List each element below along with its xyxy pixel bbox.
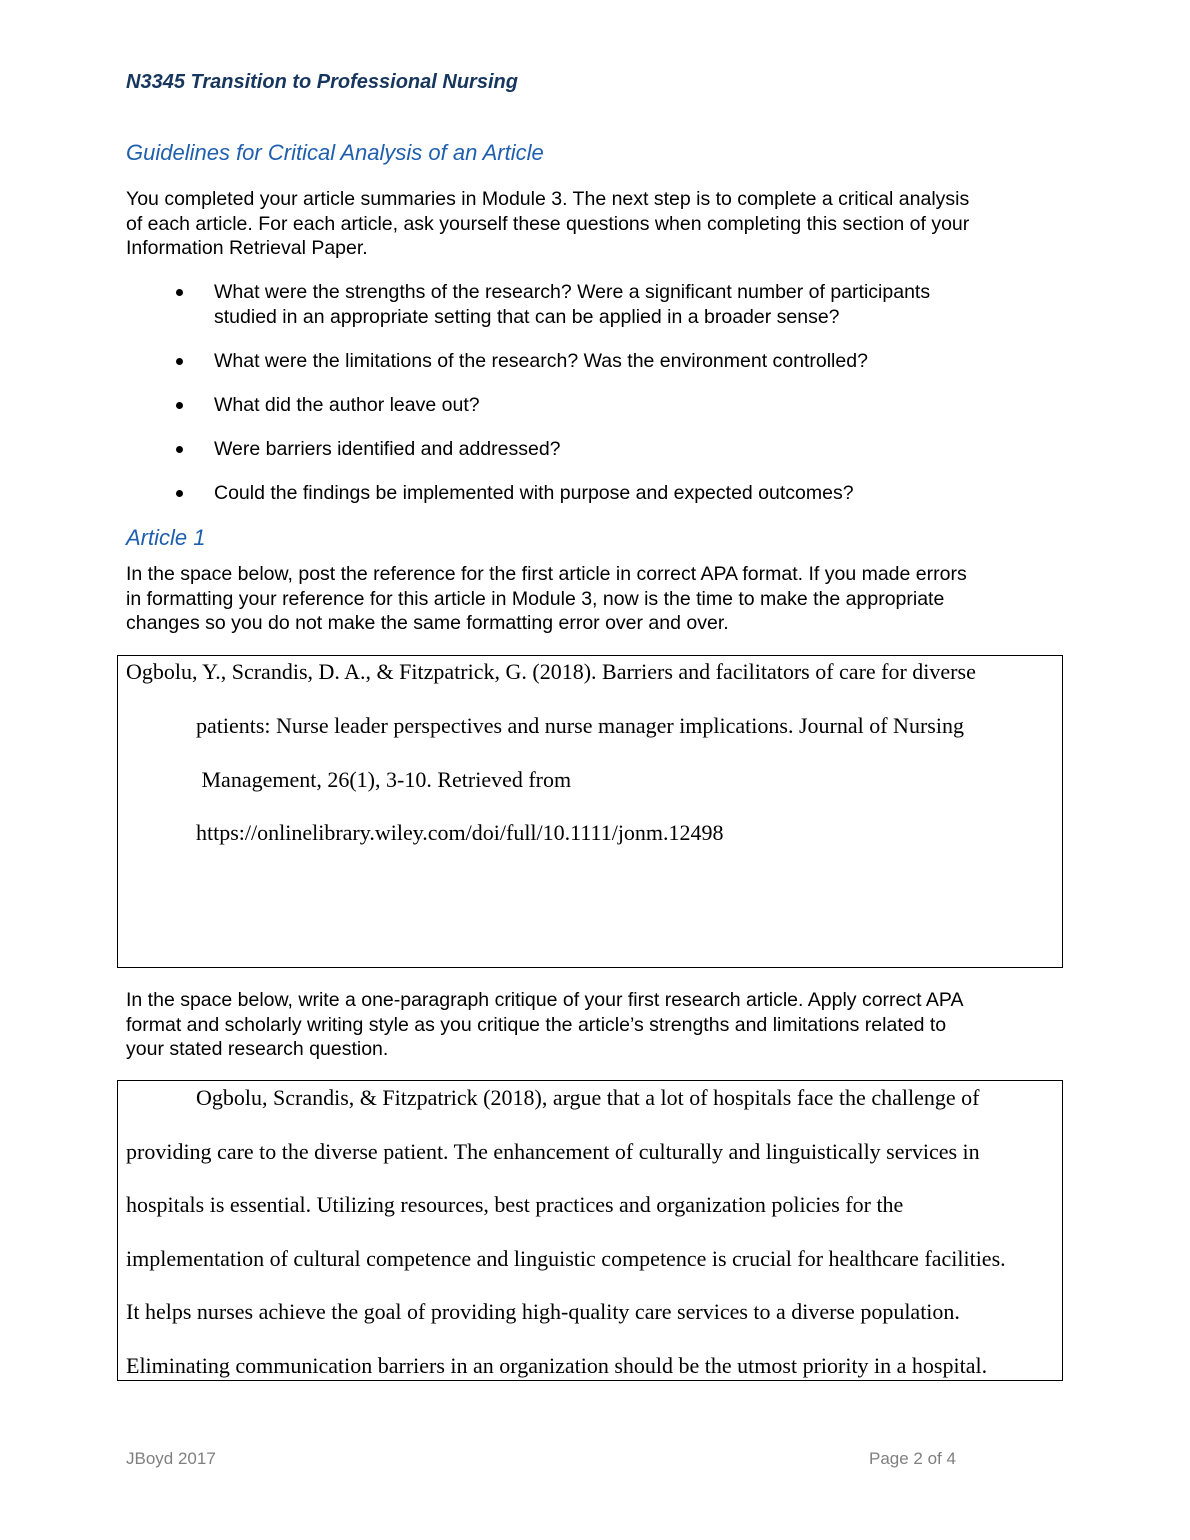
- critique-line: Eliminating communication barriers in an organization should be the utmost priority in a hospital.: [126, 1353, 988, 1378]
- reference-line: https://onlinelibrary.wiley.com/doi/full/10.1111/jonm.12498: [196, 820, 724, 845]
- prompt-line: format and scholarly writing style as you critique the article’s strengths and limitations related to: [126, 1013, 947, 1036]
- critique-line: implementation of cultural competence and linguistic competence is crucial for healthcare facilities.: [126, 1246, 1006, 1271]
- question-item: [126, 393, 1076, 418]
- prompt-line: changes so you do not make the same formatting error over and over.: [126, 612, 729, 634]
- question-text: What were the limitations of the research? Was the environment controlled?: [214, 350, 868, 372]
- question-item: [126, 280, 1076, 330]
- prompt-line: in formatting your reference for this article in Module 3, now is the time to make the appropriate: [126, 587, 945, 610]
- question-item: [126, 349, 1076, 374]
- critique-prompt: [126, 988, 1076, 1062]
- reference-line: patients: Nurse leader perspectives and nurse manager implications. Journal of Nursing: [196, 713, 964, 738]
- prompt-line: In the space below, write a one-paragraph critique of your first research article. Apply correct APA: [126, 989, 964, 1011]
- question-text: Were barriers identified and addressed?: [214, 438, 561, 460]
- prompt-line: In the space below, post the reference for the first article in correct APA format. If you made errors: [126, 563, 967, 585]
- question-item: [126, 437, 1076, 462]
- critique-line: Ogbolu, Scrandis, & Fitzpatrick (2018), argue that a lot of hospitals face the challenge of: [196, 1085, 980, 1110]
- question-text: studied in an appropriate setting that can be applied in a broader sense?: [214, 306, 840, 328]
- critique-line: hospitals is essential. Utilizing resources, best practices and organization policies for the: [126, 1192, 904, 1217]
- questions-list: [126, 280, 1076, 525]
- prompt-line: your stated research question.: [126, 1038, 389, 1060]
- intro-line: of each article. For each article, ask yourself these questions when completing this section of your: [126, 212, 970, 235]
- footer-author: JBoyd 2017: [126, 1449, 216, 1468]
- question-text: What did the author leave out?: [214, 394, 480, 416]
- course-title: N3345 Transition to Professional Nursing: [126, 71, 518, 93]
- intro-line: You completed your article summaries in Module 3. The next step is to complete a critical analysis: [126, 188, 970, 210]
- bullet-icon: [176, 402, 183, 409]
- bullet-icon: [176, 490, 183, 497]
- reference-line: Ogbolu, Y., Scrandis, D. A., & Fitzpatrick, G. (2018). Barriers and facilitators of care for diverse: [126, 659, 976, 684]
- question-text: What were the strengths of the research? Were a significant number of participants: [214, 281, 931, 303]
- article1-heading: Article 1: [126, 525, 206, 550]
- critique-line: providing care to the diverse patient. The enhancement of culturally and linguistically services in: [126, 1139, 980, 1164]
- guidelines-heading: Guidelines for Critical Analysis of an Article: [126, 140, 544, 165]
- footer-page-number: Page 2 of 4: [869, 1449, 956, 1468]
- bullet-icon: [176, 289, 183, 296]
- bullet-icon: [176, 446, 183, 453]
- question-item: [126, 481, 1076, 506]
- critique-line: It helps nurses achieve the goal of providing high-quality care services to a diverse population.: [126, 1299, 960, 1324]
- question-text: Could the findings be implemented with purpose and expected outcomes?: [214, 482, 854, 504]
- reference-prompt: [126, 562, 1076, 636]
- intro-line: Information Retrieval Paper.: [126, 237, 368, 259]
- critique-box[interactable]: [117, 1080, 1063, 1381]
- bullet-icon: [176, 358, 183, 365]
- guidelines-intro: [126, 187, 1076, 261]
- reference-line: Management, 26(1), 3-10. Retrieved from: [196, 767, 572, 792]
- reference-box[interactable]: [117, 655, 1063, 968]
